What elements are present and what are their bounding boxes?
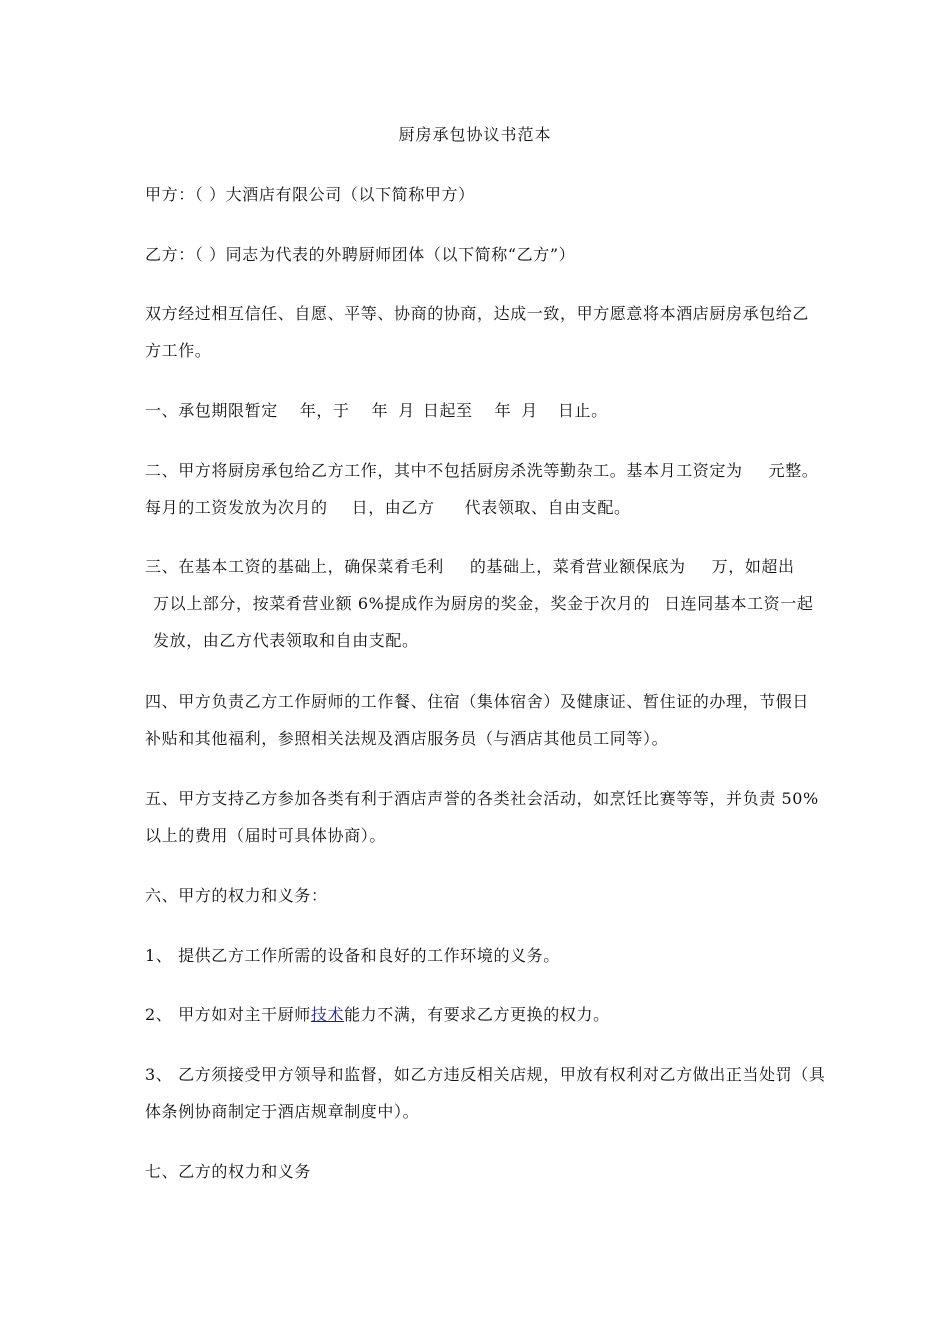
clause-6-item-2-part: 能力不满，有要求乙方更换的权力。	[344, 1005, 610, 1024]
clause-2-part: 日，由乙方	[351, 498, 435, 517]
party-a-text: 甲方：（ ）大酒店有限公司（以下简称甲方）	[145, 185, 475, 204]
clause-1-part: 日止。	[557, 401, 608, 420]
clause-2-part: 元整。	[768, 461, 819, 480]
clause-6-item-3-line-1: 3、 乙方须接受甲方领导和监督，如乙方违反相关店规，甲放有权利对乙方做出正当处罚（具	[145, 1065, 826, 1084]
clause-2-line-1	[145, 452, 817, 489]
clause-6-heading-text: 六、甲方的权力和义务：	[145, 886, 328, 905]
clause-6-heading	[145, 877, 817, 914]
clause-3-part: 日连同基本工资一起	[664, 594, 814, 613]
clause-1-part: 年，于	[299, 401, 350, 420]
clause-2-line-2	[145, 489, 817, 526]
clause-1-part: 年	[371, 401, 389, 420]
clause-3-part: 万以上部分，按菜肴营业额 6%提成作为厨房的奖金，奖金于次月的	[153, 594, 651, 613]
clause-3	[145, 548, 817, 659]
clause-6-item-3	[145, 1056, 826, 1130]
clause-6-item-2-line	[145, 996, 817, 1033]
clause-1-part: 月	[398, 401, 415, 420]
clause-3-part: 三、在基本工资的基础上，确保菜肴毛利	[145, 557, 444, 576]
clause-2-part: 二、甲方将厨房承包给乙方工作，其中不包括厨房杀洗等勤杂工。基本月工资定为	[145, 461, 743, 480]
clause-3-part: 万，如超出	[711, 557, 795, 576]
clause-1-part: 日起至	[422, 401, 473, 420]
clause-3-part: 的基础上，菜肴营业额保底为	[469, 557, 686, 576]
clause-1-part: 月	[521, 401, 538, 420]
party-a	[145, 176, 817, 213]
clause-1-line	[145, 392, 817, 429]
clause-7-heading	[145, 1153, 817, 1190]
clause-6-item-3-line-2: 体条例协商制定于酒店规章制度中）。	[145, 1102, 420, 1121]
intro-line-1: 双方经过相互信任、自愿、平等、协商的协商，达成一致，甲方愿意将本酒店厨房承包给乙	[145, 304, 810, 323]
clause-4-line-1: 四、甲方负责乙方工作厨师的工作餐、住宿（集体宿舍）及健康证、暂住证的办理，节假日	[145, 692, 810, 711]
clause-3-line-3: 发放，由乙方代表领取和自由支配。	[153, 631, 419, 650]
clause-3-line-2	[145, 585, 817, 622]
clause-6-item-2	[145, 996, 817, 1033]
intro-line-2: 方工作。	[145, 341, 212, 360]
clause-5	[145, 780, 817, 854]
clause-6-item-2-part: 2、 甲方如对主干厨师	[145, 1005, 311, 1024]
clause-1-part: 一、承包期限暂定	[145, 401, 278, 420]
clause-7-heading-text: 七、乙方的权力和义务	[145, 1162, 312, 1181]
document-title: 厨房承包协议书范本	[398, 125, 552, 144]
party-b-text: 乙方：（ ）同志为代表的外聘厨师团体（以下简称“乙方”）	[145, 245, 576, 264]
clause-3-line-1	[145, 548, 817, 585]
clause-6-item-1-text: 1、 提供乙方工作所需的设备和良好的工作环境的义务。	[145, 946, 560, 965]
technology-link[interactable]: 技术	[310, 1005, 345, 1024]
party-b	[145, 236, 817, 273]
clause-2	[145, 452, 817, 526]
clause-5-line-2: 以上的费用（届时可具体协商）。	[145, 826, 387, 845]
clause-1-part: 年	[494, 401, 512, 420]
clause-4	[145, 683, 817, 757]
clause-4-line-2: 补贴和其他福利，参照相关法规及酒店服务员（与酒店其他员工同等）。	[145, 729, 669, 748]
clause-2-part: 代表领取、自由支配。	[464, 498, 631, 517]
clause-1	[145, 392, 817, 429]
clause-5-line-1: 五、甲方支持乙方参加各类有利于酒店声誉的各类社会活动，如烹饪比赛等等，并负责 50%	[145, 789, 819, 808]
clause-2-part: 每月的工资发放为次月的	[145, 498, 328, 517]
intro-paragraph	[145, 295, 817, 369]
clause-6-item-1	[145, 937, 817, 974]
